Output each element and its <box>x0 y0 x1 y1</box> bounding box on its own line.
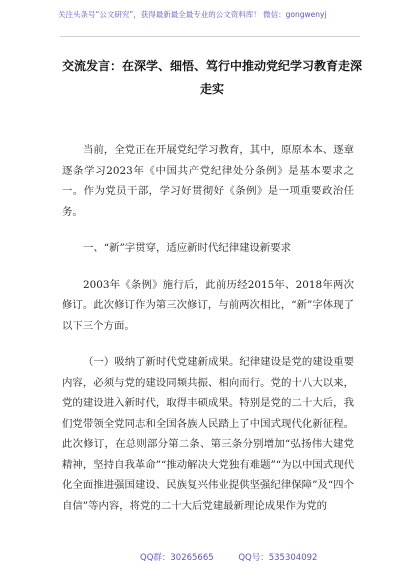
section-heading: 一、“新”字贯穿，适应新时代纪律建设新要求 <box>83 242 292 254</box>
header-divider <box>60 36 360 37</box>
header-banner: 关注头条号“公文研究”，获得最新最全最专业的公文资料库！ 微信：gongwenyj <box>58 10 327 19</box>
document-body <box>62 140 354 516</box>
paragraph-intro: 当前，全党正在开展党纪学习教育，其中，原原本本、逐章逐条学习2023年《中国共产党纪律处分条例》是基本要求之一。作为党员干部，学习好贯彻好《条例》是一项重要政治任务。 <box>62 144 354 218</box>
footer-qq-number: QQ号：535304092 <box>238 553 318 563</box>
title-line-2: 走实 <box>199 82 224 96</box>
footer-contact <box>140 552 335 564</box>
footer-qq-group: QQ群：30265665 <box>140 553 214 563</box>
paragraph-subsection-1: （一）吸纳了新时代党建新成果。纪律建设是党的建设重要内容，必须与党的建设同频共振、相向而行。党的十八大以来，党的建设进入新时代，取得丰硕成果。特别是党的二十大后，我们党带领全党同志和全国各族人民踏上了中国式现代化新征程。此次修订，在总则部分第二条、第三条分别增加“弘扬伟大建党精神，坚持自我革命”“推动解决大党独有难题”“为以中国式现代化全面推进强国建设、民族复兴伟业提供坚强纪律保障”及“四个自信”等内容，将党的二十大后党建最新理论成果作为党的 <box>62 356 354 512</box>
paragraph-revision: 2003年《条例》施行后，此前历经2015年、2018年两次修订。此次修订作为第三次修订，与前两次相比，“新”字体现了以下三个方面。 <box>62 278 354 332</box>
document-title <box>62 57 362 99</box>
title-line-1: 交流发言：在深学、细悟、笃行中推动党纪学习教育走深 <box>62 59 363 73</box>
